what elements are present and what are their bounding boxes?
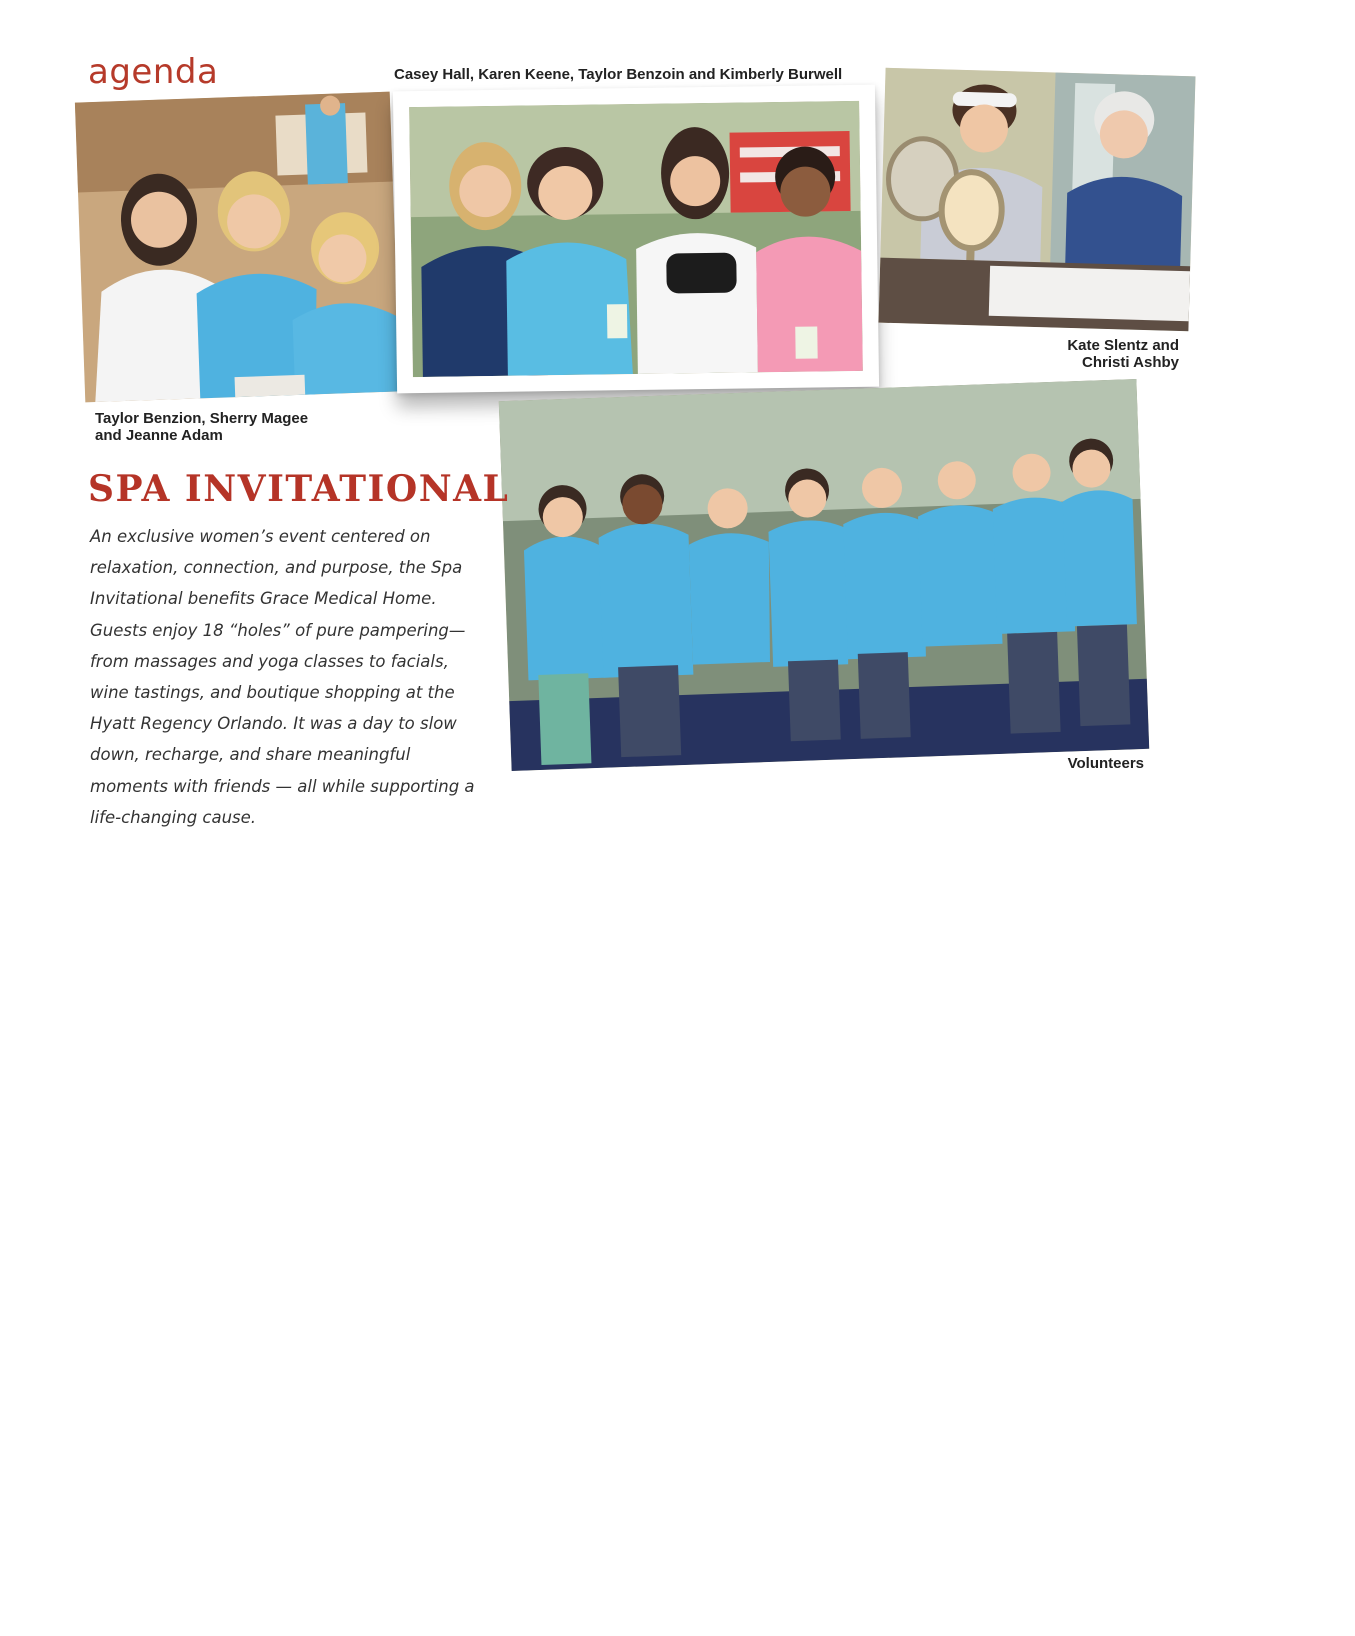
photo-trio bbox=[75, 92, 400, 403]
photo-trio-image bbox=[75, 92, 400, 403]
photo-makeup bbox=[879, 68, 1196, 332]
photo-quartet-frame bbox=[393, 85, 879, 394]
caption-quartet: Casey Hall, Karen Keene, Taylor Benzoin and Kimberly Burwell bbox=[394, 66, 843, 83]
photo-volunteers bbox=[499, 379, 1150, 771]
caption-makeup-line2: Christi Ashby bbox=[1082, 354, 1179, 371]
photo-volunteers-image bbox=[499, 379, 1150, 771]
caption-trio-line1: Taylor Benzion, Sherry Magee bbox=[95, 410, 309, 427]
headline: SPA INVITATIONAL bbox=[88, 468, 510, 510]
caption-volunteers: Volunteers bbox=[1067, 755, 1144, 772]
caption-makeup bbox=[1067, 337, 1179, 371]
caption-makeup-line1: Kate Slentz and bbox=[1067, 337, 1179, 354]
caption-trio bbox=[95, 410, 308, 444]
body-paragraph: An exclusive women’s event centered on relaxation, connection, and purpose, the Spa Invitational benefits Grace Medical Home. Guests enjoy 18 “holes” of pure pampering—from massages and yoga classes to facials, wine tastings, and boutique shopping at the Hyatt Regency Orlando. It was a day to slow down, recharge, and share meaningful moments with friends — all while supporting a life-changing cause. bbox=[90, 527, 475, 827]
photo-makeup-image bbox=[879, 68, 1196, 332]
photo-quartet-image bbox=[409, 101, 863, 377]
caption-trio-line2: and Jeanne Adam bbox=[95, 427, 223, 444]
photo-quartet bbox=[409, 101, 863, 377]
section-tag: agenda bbox=[88, 52, 219, 92]
